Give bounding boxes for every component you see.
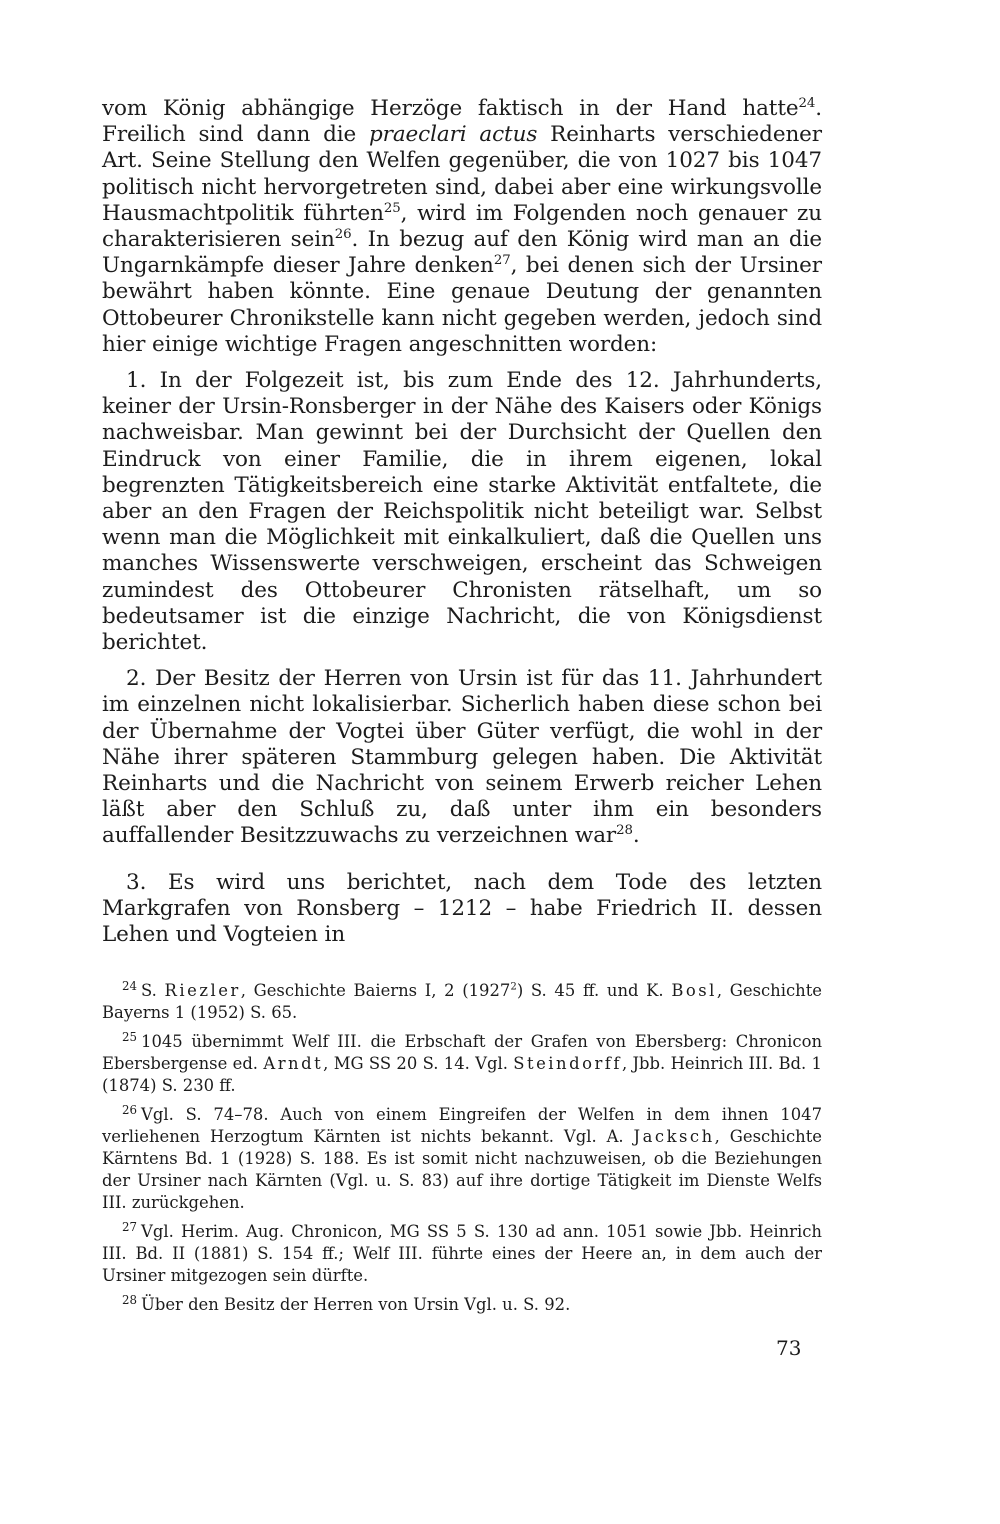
footnote-ref-24: 24 [798, 95, 816, 111]
footnote-ref-26: 26 [334, 226, 352, 242]
main-text [102, 96, 822, 948]
italic-phrase: praeclari actus [369, 122, 538, 148]
author-name: Bosl [671, 981, 717, 1001]
author-name: Steindorff [513, 1054, 622, 1074]
paragraph-point-3: 3. Es wird uns berichtet, nach dem Tode des letzten Markgrafen von Ronsberg – 1212 – habe Friedrich II. dessen Lehen und Vogteien in [102, 869, 822, 948]
footnote-ref-27: 27 [493, 253, 511, 269]
paragraph-point-1: 1. In der Folgezeit ist, bis zum Ende des 12. Jahrhunderts, keiner der Ursin-Ronsberger in der Nähe des Kaisers oder Königs nachweisbar. Man gewinnt bei der Durchsicht der Quellen den Eindruck von einer Familie, die in ihrem eigenen, lokal begrenzten Tätigkeitsbereich eine starke Aktivität entfaltete, die aber an den Fragen der Reichspolitik nicht beteiligt war. Selbst wenn man die Möglichkeit mit einkalkuliert, daß die Quellen uns manches Wissenswerte verschweigen, erscheint das Schweigen zumindest des Ottobeurer Chronisten rätselhaft, um so bedeutsamer ist die einzige Nachricht, die von Königsdienst berichtet. [102, 368, 822, 656]
paragraph-point-2: 2. Der Besitz der Herren von Ursin ist für das 11. Jahrhundert im einzelnen nicht lokalisierbar. Sicherlich haben diese schon bei der Übernahme der Vogtei über Güter verfügt, die wohl in der Nähe ihrer späteren Stammburg gelegen haben. Die Aktivität Reinharts und die Nachricht von seinem Erwerb reicher Lehen läßt aber den Schluß zu, daß unter ihm ein besonders auffallender Besitzzuwachs zu verzeichnen war$^{28}$. [102, 666, 822, 849]
footnote-24: $^{24}$ S. Riezler, Geschichte Baierns I, 2 (1927$^2$) S. 45 ff. und K. Bosl, Geschichte Bayerns 1 (1952) S. 65. [102, 978, 822, 1023]
footnote-27: $^{27}$ Vgl. Herim. Aug. Chronicon, MG SS 5 S. 130 ad ann. 1051 sowie Jbb. Heinrich III. Bd. II (1881) S. 154 ff.; Welf III. führte eines der Heere an, in dem auch der Ursiner mitgezogen sein dürfte. [102, 1219, 822, 1286]
footnote-28: $^{28}$ Über den Besitz der Herren von Ursin Vgl. u. S. 92. [122, 1292, 571, 1315]
footnote-26: $^{26}$ Vgl. S. 74–78. Auch von einem Eingreifen der Welfen in dem ihnen 1047 verliehenen Herzogtum Kärnten ist nichts bekannt. Vgl. A. Jacksch, Geschichte Kärntens Bd. 1 (1928) S. 188. Es ist somit nicht nachzuweisen, ob die Beziehungen der Ursiner nach Kärnten (Vgl. u. S. 83) auf ihre dortige Tätigkeit im Dienste Welfs III. zurückgehen. [102, 1102, 822, 1213]
page-number: 73 [776, 1336, 802, 1360]
footnotes [102, 980, 822, 1316]
footnote-ref-25: 25 [383, 200, 401, 216]
footnote-25: $^{25}$ 1045 übernimmt Welf III. die Erbschaft der Grafen von Ebersberg: Chronicon Ebersbergense ed. Arndt, MG SS 20 S. 14. Vgl. Steindorff, Jbb. Heinrich III. Bd. 1 (1874) S. 230 ff. [102, 1029, 822, 1096]
author-name: Jacksch [633, 1127, 715, 1147]
author-name: Riezler [164, 981, 241, 1001]
author-name: Arndt [263, 1054, 324, 1074]
paragraph-1: vom König abhängige Herzöge faktisch in der Hand hatte$^{24}$. Freilich sind dann die praeclari actus Reinharts verschiedener Art. Seine Stellung den Welfen gegenüber, die von 1027 bis 1047 politisch nicht hervorgetreten sind, dabei aber eine wirkungsvolle Hausmachtpolitik führten$^{25}$, wird im Folgenden noch genauer zu charakterisieren sein$^{26}$. In bezug auf den König wird man an die Ungarnkämpfe dieser Jahre denken$^{27}$, bei denen sich der Ursiner bewährt haben könnte. Eine genaue Deutung der genannten Ottobeurer Chronikstelle kann nicht gegeben werden, jedoch sind hier einige wichtige Fragen angeschnitten worden: [102, 95, 822, 357]
page [102, 96, 822, 1323]
footnote-ref-28: 28 [616, 823, 633, 839]
